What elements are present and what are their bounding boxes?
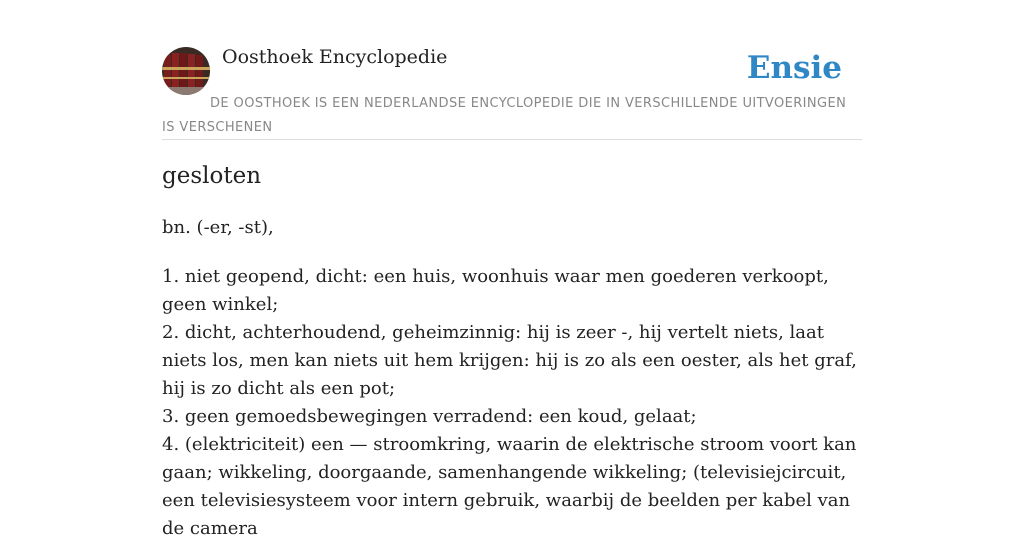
encyclopedia-books-avatar[interactable]	[162, 47, 210, 95]
site-name[interactable]: Oosthoek Encyclopedie	[222, 46, 448, 68]
ensie-logo[interactable]: Ensie	[746, 50, 842, 86]
header-divider	[162, 139, 862, 140]
definition-3: 3. geen gemoedsbewegingen verradend: een koud, gelaat;	[162, 406, 697, 427]
definition-2: 2. dicht, achterhoudend, geheimzinnig: hij is zeer -, hij vertelt niets, laat niets los, men kan niets uit hem krijgen: hij is zo als een oester, als het graf, hij is zo dicht als een pot;	[162, 322, 857, 399]
site-tagline: DE OOSTHOEK IS EEN NEDERLANDSE ENCYCLOPEDIE DIE IN VERSCHILLENDE UITVOERINGEN IS VERSCHENEN	[162, 96, 847, 135]
site-header	[162, 44, 862, 140]
entry-grammar: bn. (-er, -st),	[162, 217, 274, 238]
entry-headword: gesloten	[162, 163, 262, 189]
definition-4: 4. (elektriciteit) een — stroomkring, waarin de elektrische stroom voort kan gaan; wikkeling, doorgaande, samenhangende wikkeling; (televisiejcircuit, een televisiesysteem voor intern gebruik, waarbij de beelden per kabel van de camera	[162, 434, 857, 539]
entry-definitions	[162, 263, 867, 543]
definition-1: 1. niet geopend, dicht: een huis, woonhuis waar men goederen verkoopt, geen winkel;	[162, 266, 829, 315]
